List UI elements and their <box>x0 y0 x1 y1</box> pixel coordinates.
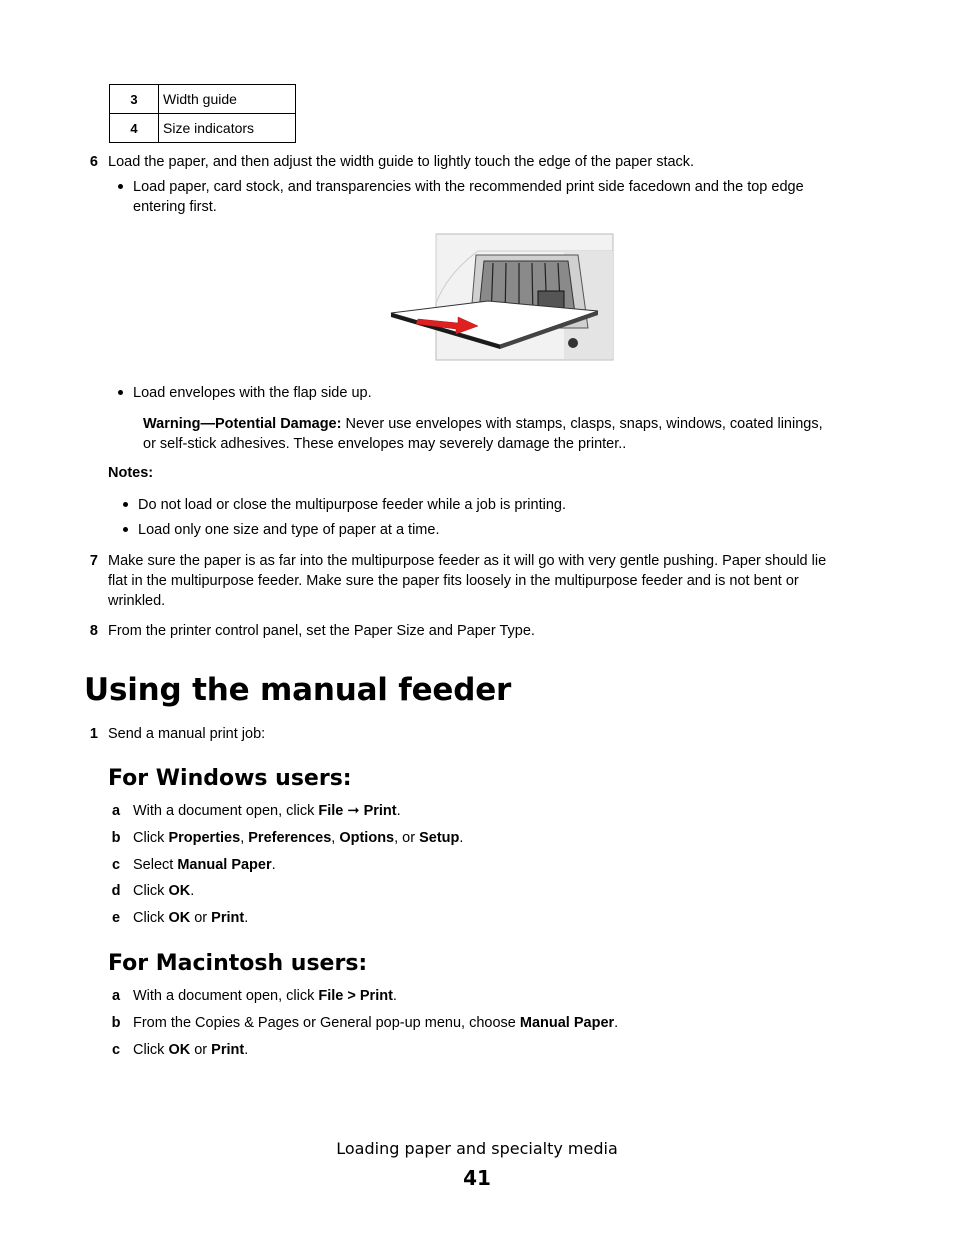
bullet-dot <box>118 184 123 189</box>
legend-label: Width guide <box>159 85 296 114</box>
legend-number: 3 <box>110 85 159 114</box>
menu-print: Print <box>363 803 397 819</box>
substep-letter: d <box>111 883 121 899</box>
option-print: Print <box>211 910 245 926</box>
note-text: Do not load or close the multipurpose feeder while a job is printing. <box>138 497 566 513</box>
substep-text <box>133 1040 248 1060</box>
text: Click <box>133 830 169 846</box>
option-ok: OK <box>168 910 191 926</box>
option-manual-paper: Manual Paper <box>177 857 272 873</box>
option-ok: OK <box>168 1042 191 1058</box>
step-text: Make sure the paper is as far into the multipurpose feeder as it will go with very gentle pushing. Paper should lie <box>108 553 827 569</box>
note-text: Load only one size and type of paper at a time. <box>138 522 440 538</box>
bullet-dot <box>118 390 123 395</box>
substep-letter: e <box>111 910 121 926</box>
step-text: flat in the multipurpose feeder. Make sure the paper fits loosely in the multipurpose feeder and is not bent or <box>108 573 799 589</box>
option-manual-paper: Manual Paper <box>519 1015 615 1031</box>
warning-label: Warning—Potential Damage: <box>143 416 342 432</box>
notes-label: Notes: <box>108 465 154 481</box>
warning-line <box>143 414 823 434</box>
substep-text <box>133 1013 618 1033</box>
legend-label: Size indicators <box>159 114 296 143</box>
bullet-text: Load paper, card stock, and transparencies with the recommended print side facedown and the top edge <box>133 179 804 195</box>
bullet-dot <box>123 502 128 507</box>
warning-text: or self-stick adhesives. These envelopes may severely damage the printer.. <box>143 436 627 452</box>
substep-text <box>133 908 248 928</box>
page-number: 41 <box>463 1166 491 1190</box>
text: . <box>459 830 464 846</box>
step-text: From the printer control panel, set the Paper Size and Paper Type. <box>108 623 535 639</box>
text: Click <box>133 910 169 926</box>
substep-text <box>133 801 401 821</box>
section-title: Using the manual feeder <box>84 672 512 708</box>
text: . <box>614 1015 619 1031</box>
substep-letter: a <box>111 988 121 1004</box>
text: . <box>244 1042 249 1058</box>
bullet-dot <box>123 527 128 532</box>
step-number: 1 <box>89 726 98 742</box>
substep-letter: b <box>111 830 121 846</box>
table-row <box>110 114 296 143</box>
substep-text <box>133 986 397 1006</box>
text: . <box>244 910 249 926</box>
substep-letter: c <box>111 857 121 873</box>
text: With a document open, click <box>133 803 319 819</box>
footer-chapter: Loading paper and specialty media <box>336 1139 618 1158</box>
option-setup: Setup <box>419 830 460 846</box>
text: , <box>240 830 249 846</box>
bullet-text: entering first. <box>133 199 217 215</box>
bullet-text: Load envelopes with the flap side up. <box>133 385 372 401</box>
text: . <box>396 803 401 819</box>
text: . <box>271 857 276 873</box>
step-number: 7 <box>89 553 98 569</box>
text: Select <box>133 857 178 873</box>
text: . <box>190 883 195 899</box>
text: or <box>190 910 212 926</box>
legend-table <box>109 84 296 143</box>
windows-heading: For Windows users: <box>108 766 352 791</box>
option-properties: Properties <box>168 830 241 846</box>
warning-text: Never use envelopes with stamps, clasps, snaps, windows, coated linings, <box>345 416 823 432</box>
legend-number: 4 <box>110 114 159 143</box>
option-preferences: Preferences <box>248 830 332 846</box>
step-text: Load the paper, and then adjust the width guide to lightly touch the edge of the paper stack. <box>108 154 695 170</box>
substep-letter: c <box>111 1042 121 1058</box>
option-ok: OK <box>168 883 191 899</box>
substep-text <box>133 881 194 901</box>
text: From the Copies & Pages or General pop-up menu, choose <box>133 1015 520 1031</box>
text: or <box>190 1042 212 1058</box>
substep-text <box>133 855 276 875</box>
text: Click <box>133 1042 169 1058</box>
step-text: Send a manual print job: <box>108 726 266 742</box>
text: , or <box>394 830 420 846</box>
mac-heading: For Macintosh users: <box>108 951 368 976</box>
text: Click <box>133 883 169 899</box>
menu-file: File <box>318 803 344 819</box>
step-text: wrinkled. <box>108 593 166 609</box>
text: . <box>392 988 397 1004</box>
arrow-icon: ➞ <box>343 803 364 819</box>
step-number: 6 <box>89 154 98 170</box>
substep-letter: b <box>111 1015 121 1031</box>
text: , <box>331 830 340 846</box>
text: With a document open, click <box>133 988 319 1004</box>
menu-file-print: File > Print <box>318 988 393 1004</box>
option-print: Print <box>211 1042 245 1058</box>
substep-letter: a <box>111 803 121 819</box>
substep-text <box>133 828 463 848</box>
feeder-illustration <box>388 233 614 361</box>
step-number: 8 <box>89 623 98 639</box>
table-row <box>110 85 296 114</box>
option-options: Options <box>339 830 395 846</box>
